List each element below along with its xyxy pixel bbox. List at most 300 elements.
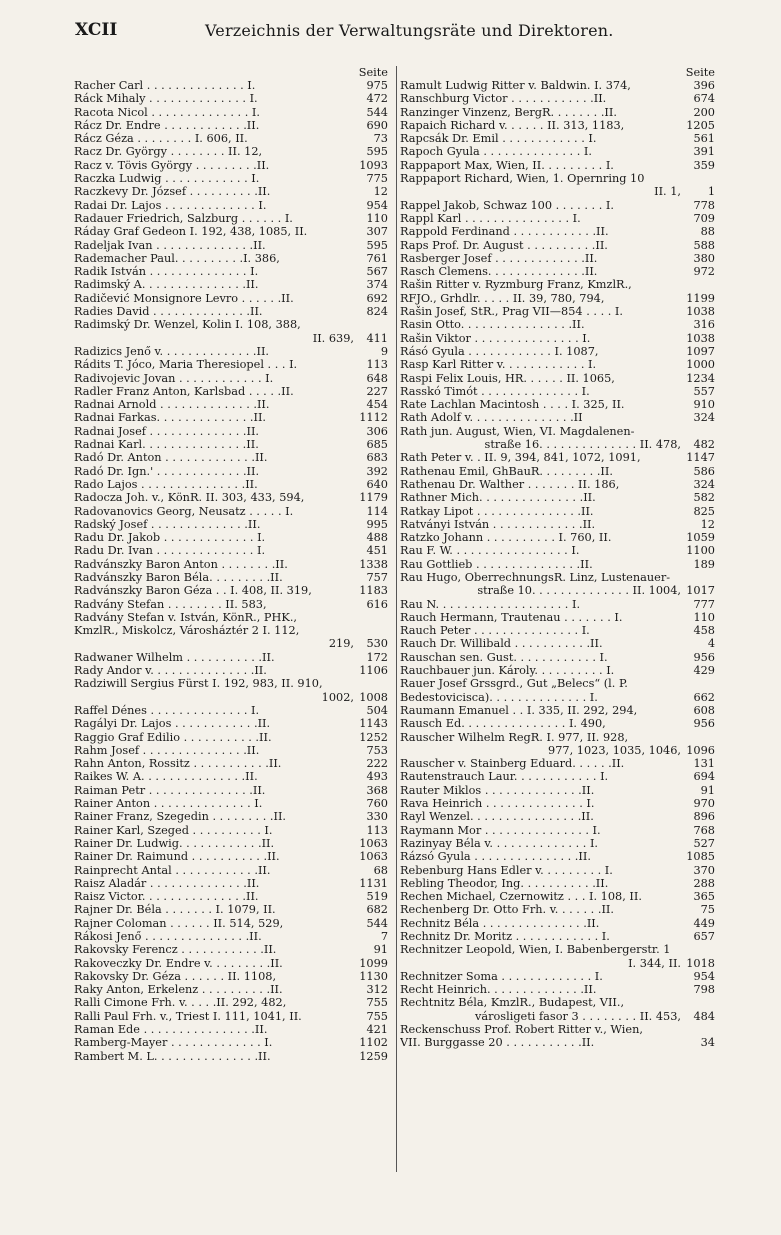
entry-page: 1038 xyxy=(686,331,715,345)
entry-text: straße 10. . . . . . . . . . . . . . II. 1004, xyxy=(477,584,681,598)
entry-page: 956 xyxy=(693,650,715,664)
entry-text: Rakoveczky Dr. Endre v. . . . . . . . .II. xyxy=(74,956,283,970)
entry-page: 1100 xyxy=(686,544,715,558)
index-entry xyxy=(74,372,388,385)
entry-page: 1179 xyxy=(359,491,388,505)
entry-text: Racz Dr. György . . . . . . . . II. 12, xyxy=(74,145,263,159)
entry-text: Radnai Arnold . . . . . . . . . . . . . .II. xyxy=(74,398,270,412)
index-entry xyxy=(74,239,388,252)
entry-page: 429 xyxy=(693,664,715,678)
entry-page: 954 xyxy=(366,198,388,212)
index-entry xyxy=(400,159,715,172)
entry-page: 1018 xyxy=(686,956,715,970)
index-entry xyxy=(400,92,715,105)
entry-page xyxy=(685,731,715,744)
entry-text: Rechnitz Béla . . . . . . . . . . . . . . .II. xyxy=(400,916,600,930)
index-entry xyxy=(74,265,388,278)
entry-text: Rambert M. L. . . . . . . . . . . . . . .II. xyxy=(74,1049,271,1063)
entry-page: 970 xyxy=(693,797,715,811)
entry-page: 1102 xyxy=(359,1036,388,1050)
entry-page: 12 xyxy=(373,185,388,199)
index-entry xyxy=(400,890,715,903)
index-entry xyxy=(74,930,388,943)
index-entry xyxy=(74,943,388,956)
index-entry xyxy=(400,983,715,996)
entry-page: 582 xyxy=(693,491,715,505)
entry-text: Radwaner Wilhelm . . . . . . . . . . .II. xyxy=(74,650,275,664)
index-entry xyxy=(400,305,715,318)
entry-text: Radský Josef . . . . . . . . . . . . . .II. xyxy=(74,517,261,531)
index-entry xyxy=(74,385,388,398)
entry-page xyxy=(685,278,715,291)
entry-text: Raisz Aladár . . . . . . . . . . . . . .II. xyxy=(74,876,260,890)
entry-text: Rechen Michael, Czernowitz . . . I. 108, II. xyxy=(400,890,642,904)
right-column xyxy=(396,66,715,1172)
entry-text: Radó Dr. Anton . . . . . . . . . . . . .II. xyxy=(74,451,268,465)
index-entry xyxy=(74,917,388,930)
index-entry xyxy=(74,212,388,225)
index-entry xyxy=(400,79,715,92)
index-entry xyxy=(400,611,715,624)
index-entry xyxy=(400,252,715,265)
entry-page: 1063 xyxy=(359,836,388,850)
entry-text: Rebenburg Hans Edler v. . . . . . . . . I. xyxy=(400,863,613,877)
entry-text: Rauch Peter . . . . . . . . . . . . . . . I. xyxy=(400,624,590,638)
entry-page: 683 xyxy=(366,451,388,465)
entry-text: Raman Ede . . . . . . . . . . . . . . . .II. xyxy=(74,1023,268,1037)
entry-text: Rainer Karl, Szeged . . . . . . . . . . I. xyxy=(74,823,273,837)
entry-page xyxy=(685,677,715,690)
entry-page: 616 xyxy=(366,597,388,611)
index-entry xyxy=(74,225,388,238)
left-column xyxy=(74,66,388,1063)
index-entry xyxy=(74,970,388,983)
entry-page xyxy=(358,611,388,624)
entry-text: Ratkay Lipot . . . . . . . . . . . . . . .II. xyxy=(400,504,594,518)
index-entry xyxy=(74,345,388,358)
entry-page: 777 xyxy=(693,597,715,611)
entry-text: Rebling Theodor, Ing. . . . . . . . . . .II. xyxy=(400,876,609,890)
index-entry xyxy=(74,518,388,531)
entry-page: 34 xyxy=(700,1036,715,1050)
entry-page: 1038 xyxy=(686,305,715,319)
entry-text: Ranschburg Victor . . . . . . . . . . . .II. xyxy=(400,92,607,106)
entry-page: 530 xyxy=(366,637,388,651)
index-entry xyxy=(400,332,715,345)
index-entry xyxy=(74,637,388,650)
entry-page: 359 xyxy=(693,158,715,172)
entry-page: 588 xyxy=(693,238,715,252)
index-entry xyxy=(400,917,715,930)
entry-text: Radeljak Ivan . . . . . . . . . . . . . .II. xyxy=(74,238,266,252)
entry-text: Rainprecht Antal . . . . . . . . . . . .II. xyxy=(74,863,271,877)
index-entry xyxy=(74,1050,388,1063)
index-entry xyxy=(74,651,388,664)
index-entry xyxy=(400,398,715,411)
entry-text: Raisz Victor. . . . . . . . . . . . . . .II. xyxy=(74,890,259,904)
entry-page: 825 xyxy=(693,504,715,518)
entry-page: 1096 xyxy=(686,743,715,757)
index-entry xyxy=(400,491,715,504)
entry-page: 682 xyxy=(366,903,388,917)
entry-text: Rappl Karl . . . . . . . . . . . . . . . I. xyxy=(400,211,581,225)
index-entry xyxy=(400,624,715,637)
entry-text: VII. Burggasse 20 . . . . . . . . . . .II. xyxy=(400,1036,595,1050)
entry-page: 1099 xyxy=(359,956,388,970)
entry-page: 755 xyxy=(366,996,388,1010)
index-entry xyxy=(74,411,388,424)
entry-page: 1063 xyxy=(359,850,388,864)
entry-text: Rappaport Richard, Wien, 1. Opernring 10 xyxy=(400,172,645,186)
entry-text: Rahm Josef . . . . . . . . . . . . . . .II. xyxy=(74,743,260,757)
index-entry xyxy=(400,810,715,823)
entry-text: KmzlR., Miskolcz, Városháztér 2 I. 112, xyxy=(74,624,300,638)
entry-text: Rakovsky Ferencz . . . . . . . . . . . .II. xyxy=(74,943,277,957)
index-entry xyxy=(400,465,715,478)
index-entry xyxy=(400,531,715,544)
entry-page: 113 xyxy=(366,823,388,837)
entry-text: Raspi Felix Louis, HR. . . . . . II. 1065, xyxy=(400,371,615,385)
entry-page: 1259 xyxy=(359,1049,388,1063)
entry-text: II. 639, xyxy=(312,331,354,345)
entry-page xyxy=(685,425,715,438)
entry-text: Rau N. . . . . . . . . . . . . . . . . . . I. xyxy=(400,597,581,611)
page-header xyxy=(75,20,685,44)
index-entry xyxy=(400,877,715,890)
entry-text: Rauer Josef Grssgrd., Gut „Belecs“ (l. P. xyxy=(400,677,628,691)
entry-text: Rašin Viktor . . . . . . . . . . . . . . . I. xyxy=(400,331,591,345)
index-entry xyxy=(74,864,388,877)
index-entry xyxy=(74,677,388,690)
index-entry xyxy=(400,318,715,331)
entry-text: Rayl Wenzel. . . . . . . . . . . . . . . .II. xyxy=(400,810,594,824)
entry-page: 110 xyxy=(366,211,388,225)
entry-text: Rádits T. Jóco, Maria Theresiopel . . . I. xyxy=(74,358,298,372)
entry-text: Rauch Dr. Willibald . . . . . . . . . . .II. xyxy=(400,637,603,651)
entry-text: Rapcsák Dr. Emil . . . . . . . . . . . . I. xyxy=(400,132,597,146)
entry-text: Rakovsky Dr. Géza . . . . . . II. 1108, xyxy=(74,969,277,983)
entry-text: Rado Lajos . . . . . . . . . . . . . . .II. xyxy=(74,477,258,491)
entry-page: 172 xyxy=(366,650,388,664)
index-entry xyxy=(400,372,715,385)
entry-text: Rausch Ed. . . . . . . . . . . . . . . I. 490, xyxy=(400,717,606,731)
index-entry xyxy=(74,757,388,770)
entry-text: Radik István . . . . . . . . . . . . . . I. xyxy=(74,265,259,279)
entry-text: Rainer Anton . . . . . . . . . . . . . . I. xyxy=(74,797,263,811)
entry-page: 482 xyxy=(693,438,715,452)
index-entry xyxy=(400,651,715,664)
entry-page: 9 xyxy=(380,344,388,358)
entry-page: 7 xyxy=(380,930,388,943)
index-entry xyxy=(74,544,388,557)
entry-text: Ralli Cimone Frh. v. . . . .II. 292, 482, xyxy=(74,996,287,1010)
entry-page: 411 xyxy=(366,331,388,345)
entry-page: 68 xyxy=(373,863,388,877)
entry-page: 778 xyxy=(693,198,715,212)
entry-page: 484 xyxy=(693,1009,715,1023)
entry-text: Rašin Josef, StR., Prag VII—854 . . . . I. xyxy=(400,305,623,319)
entry-page: 798 xyxy=(693,983,715,997)
index-entry xyxy=(400,225,715,238)
index-entry xyxy=(74,717,388,730)
entry-text: Rava Heinrich . . . . . . . . . . . . . . I. xyxy=(400,797,595,811)
index-entry xyxy=(400,770,715,783)
entry-page: 110 xyxy=(693,610,715,624)
index-entry xyxy=(74,584,388,597)
entry-text: Radler Franz Anton, Karlsbad . . . . .II. xyxy=(74,384,294,398)
entry-text: straße 16. . . . . . . . . . . . . . II. 478, xyxy=(484,438,681,452)
entry-page: 189 xyxy=(693,557,715,571)
entry-text: Radnai Karl. . . . . . . . . . . . . . .II. xyxy=(74,438,259,452)
entry-page xyxy=(685,943,715,956)
entry-text: városligeti fasor 3 . . . . . . . . II. 453, xyxy=(474,1009,681,1023)
entry-page: 972 xyxy=(693,265,715,279)
entry-text: Ragályi Dr. Lajos . . . . . . . . . . . .II. xyxy=(74,717,271,731)
index-entry xyxy=(74,425,388,438)
entry-text: Rauscher Wilhelm RegR. I. 977, II. 928, xyxy=(400,730,629,744)
entry-page: 1 xyxy=(707,185,715,199)
entry-page: 200 xyxy=(693,105,715,119)
index-entry xyxy=(74,996,388,1009)
entry-page: 227 xyxy=(366,384,388,398)
index-entry xyxy=(74,1036,388,1049)
entry-text: Radvány Stefan v. István, KönR., PHK., xyxy=(74,610,298,624)
entry-page: 1143 xyxy=(359,717,388,731)
left-column-heading: Seite xyxy=(358,66,388,79)
entry-text: Rauschan sen. Gust. . . . . . . . . . . . I. xyxy=(400,650,608,664)
entry-text: Radičević Monsignore Levro . . . . . .II. xyxy=(74,291,294,305)
entry-text: Radimský Dr. Wenzel, Kolin I. 108, 388, xyxy=(74,318,301,332)
entry-page xyxy=(685,172,715,185)
entry-text: Radai Dr. Lajos . . . . . . . . . . . . . I. xyxy=(74,198,267,212)
entry-text: Rappold Ferdinand . . . . . . . . . . . .II. xyxy=(400,225,609,239)
entry-page xyxy=(685,1023,715,1036)
index-entry xyxy=(400,824,715,837)
entry-text: Rácz Dr. Endre . . . . . . . . . . . .II. xyxy=(74,118,260,132)
index-entry xyxy=(400,199,715,212)
index-entry xyxy=(400,132,715,145)
entry-page xyxy=(358,677,388,690)
index-entry xyxy=(74,957,388,970)
entry-text: Raps Prof. Dr. August . . . . . . . . . .II. xyxy=(400,238,608,252)
entry-page: 544 xyxy=(366,916,388,930)
index-entry xyxy=(74,358,388,371)
entry-page: 392 xyxy=(366,464,388,478)
entry-text: Radu Dr. Jakob . . . . . . . . . . . . . I. xyxy=(74,531,266,545)
entry-text: Rasin Otto. . . . . . . . . . . . . . . .II. xyxy=(400,318,585,332)
index-entry xyxy=(400,1010,715,1023)
index-entry xyxy=(74,252,388,265)
entry-text: Rajner Dr. Béla . . . . . . . I. 1079, II. xyxy=(74,903,276,917)
entry-page: 91 xyxy=(700,783,715,797)
index-entry xyxy=(400,385,715,398)
entry-text: Rechnitzer Leopold, Wien, I. Babenbergerstr. 1 xyxy=(400,943,671,957)
entry-text: Rapaich Richard v. . . . . . II. 313, 1183, xyxy=(400,118,625,132)
entry-text: Rapoch Gyula . . . . . . . . . . . . . . I. xyxy=(400,145,592,159)
entry-text: 977, 1023, 1035, 1046, xyxy=(548,743,681,757)
index-entry xyxy=(74,837,388,850)
entry-text: Rasch Clemens. . . . . . . . . . . . . .II. xyxy=(400,265,598,279)
entry-page: 1093 xyxy=(359,158,388,172)
index-entry xyxy=(74,292,388,305)
entry-page: 75 xyxy=(700,903,715,917)
index-entry xyxy=(74,465,388,478)
index-entry xyxy=(74,983,388,996)
index-entry xyxy=(400,598,715,611)
entry-page: 557 xyxy=(693,384,715,398)
entry-page: 685 xyxy=(366,438,388,452)
entry-text: Rademacher Paul. . . . . . . . . .I. 386, xyxy=(74,251,280,265)
entry-page: 493 xyxy=(366,770,388,784)
entry-page: 368 xyxy=(366,783,388,797)
index-entry xyxy=(400,106,715,119)
index-entry xyxy=(400,212,715,225)
entry-page: 324 xyxy=(693,477,715,491)
entry-text: Raggio Graf Edilio . . . . . . . . . . .II. xyxy=(74,730,272,744)
entry-page: 586 xyxy=(693,464,715,478)
entry-page: 1085 xyxy=(686,850,715,864)
entry-text: Rašin Ritter v. Ryzmburg Franz, KmzlR., xyxy=(400,278,632,292)
entry-page: 380 xyxy=(693,251,715,265)
entry-text: Rautenstrauch Laur. . . . . . . . . . . . I. xyxy=(400,770,609,784)
index-entry xyxy=(74,438,388,451)
entry-page: 1000 xyxy=(686,358,715,372)
index-entry xyxy=(74,318,388,331)
entry-page: 114 xyxy=(366,504,388,518)
entry-text: Racz v. Tövis György . . . . . . . . .II. xyxy=(74,158,270,172)
entry-text: Razinyay Béla v. . . . . . . . . . . . . . I. xyxy=(400,836,598,850)
entry-text: Rauter Miklos . . . . . . . . . . . . . .II. xyxy=(400,783,595,797)
entry-page: 504 xyxy=(366,703,388,717)
entry-page xyxy=(685,996,715,1009)
entry-text: I. 344, II. xyxy=(628,956,681,970)
index-entry xyxy=(400,411,715,424)
index-entry xyxy=(400,145,715,158)
index-entry xyxy=(74,305,388,318)
index-entry xyxy=(74,770,388,783)
entry-page: 365 xyxy=(693,890,715,904)
entry-text: Radivojevic Jovan . . . . . . . . . . . . I. xyxy=(74,371,274,385)
entry-page: 910 xyxy=(693,398,715,412)
entry-text: II. 1, xyxy=(654,185,681,199)
entry-page: 1106 xyxy=(359,664,388,678)
index-entry xyxy=(74,491,388,504)
entry-page: 1199 xyxy=(686,291,715,305)
entry-text: Ramult Ludwig Ritter v. Baldwin. I. 374, xyxy=(400,79,631,92)
entry-page: 451 xyxy=(366,544,388,558)
entry-text: Radvánszky Baron Géza . . I. 408, II. 319, xyxy=(74,584,312,598)
entry-text: Ralli Paul Frh. v., Triest I. 111, 1041, II. xyxy=(74,1009,302,1023)
entry-text: Rappel Jakob, Schwaz 100 . . . . . . . I. xyxy=(400,198,614,212)
entry-text: Rath Adolf v. . . . . . . . . . . . . . .II xyxy=(400,411,583,425)
index-entry xyxy=(74,531,388,544)
entry-page xyxy=(358,624,388,637)
entry-page: 694 xyxy=(693,770,715,784)
index-entry xyxy=(74,571,388,584)
entry-page: 954 xyxy=(693,969,715,983)
entry-page: 1147 xyxy=(686,451,715,465)
index-entry xyxy=(74,79,388,92)
index-entry xyxy=(400,278,715,291)
page-number: XCII xyxy=(75,20,118,40)
index-entry xyxy=(74,824,388,837)
index-entry xyxy=(74,890,388,903)
entry-text: Rathenau Dr. Walther . . . . . . . II. 186, xyxy=(400,477,620,491)
index-entry xyxy=(400,265,715,278)
index-entry xyxy=(400,757,715,770)
entry-text: Rau Hugo, OberrechnungsR. Linz, Lustenauer- xyxy=(400,570,671,584)
entry-text: Radvánszky Baron Béla. . . . . . . . .II. xyxy=(74,570,283,584)
entry-page: 527 xyxy=(693,836,715,850)
entry-text: Rathenau Emil, GhBauR. . . . . . . . .II. xyxy=(400,464,613,478)
entry-page: 472 xyxy=(366,92,388,106)
entry-page: 396 xyxy=(693,79,715,92)
entry-text: Raiman Petr . . . . . . . . . . . . . . .II. xyxy=(74,783,266,797)
entry-page: 567 xyxy=(366,265,388,279)
index-entry xyxy=(400,438,715,451)
entry-text: Rau F. W. . . . . . . . . . . . . . . . . I. xyxy=(400,544,580,558)
index-entry xyxy=(400,584,715,597)
index-entry xyxy=(400,677,715,690)
entry-page: 454 xyxy=(366,398,388,412)
index-entry xyxy=(400,850,715,863)
entry-text: Rasberger Josef . . . . . . . . . . . . .II. xyxy=(400,251,598,265)
index-entry xyxy=(74,784,388,797)
index-entry xyxy=(74,558,388,571)
entry-page: 1130 xyxy=(359,969,388,983)
index-entry xyxy=(74,145,388,158)
entry-page: 312 xyxy=(366,983,388,997)
entry-page: 561 xyxy=(693,132,715,146)
entry-text: Rajner Coloman . . . . . . II. 514, 529, xyxy=(74,916,284,930)
entry-page: 956 xyxy=(693,717,715,731)
entry-text: Radocza Joh. v., KönR. II. 303, 433, 594, xyxy=(74,491,305,505)
index-entry xyxy=(74,1010,388,1023)
entry-page: 519 xyxy=(366,890,388,904)
entry-text: Rákosi Jenő . . . . . . . . . . . . . . .II. xyxy=(74,930,262,943)
entry-page: 1008 xyxy=(359,690,388,704)
entry-text: Raczka Ludwig . . . . . . . . . . . . I. xyxy=(74,172,260,186)
entry-text: Raky Anton, Erkelenz . . . . . . . . . .II. xyxy=(74,983,283,997)
entry-text: Rauch Hermann, Trautenau . . . . . . . I. xyxy=(400,610,623,624)
index-entry xyxy=(74,159,388,172)
index-entry xyxy=(74,185,388,198)
entry-page: 595 xyxy=(366,238,388,252)
entry-page: 88 xyxy=(700,225,715,239)
entry-text: Radvánszky Baron Anton . . . . . . . .II. xyxy=(74,557,288,571)
entry-page: 222 xyxy=(366,757,388,771)
entry-page: 995 xyxy=(366,517,388,531)
index-entry xyxy=(74,598,388,611)
index-entry xyxy=(400,637,715,650)
entry-text: RFJO., Grhdlr. . . . . II. 39, 780, 794, xyxy=(400,291,605,305)
entry-text: Radó Dr. Ign.' . . . . . . . . . . . . .II. xyxy=(74,464,260,478)
index-entry xyxy=(400,664,715,677)
entry-page: 896 xyxy=(693,810,715,824)
index-entry xyxy=(400,691,715,704)
index-entry xyxy=(400,731,715,744)
entry-text: Raumann Emanuel . . I. 335, II. 292, 294, xyxy=(400,703,638,717)
index-entry xyxy=(400,996,715,1009)
index-entry xyxy=(400,717,715,730)
index-entry xyxy=(400,119,715,132)
index-entry xyxy=(400,930,715,943)
entry-text: Rauscher v. Stainberg Eduard. . . . . .II. xyxy=(400,757,625,771)
entry-text: Racota Nicol . . . . . . . . . . . . . . I. xyxy=(74,105,260,119)
entry-text: Rath jun. August, Wien, VI. Magdalenen- xyxy=(400,424,635,438)
index-entry xyxy=(400,358,715,371)
entry-page: 1205 xyxy=(686,118,715,132)
